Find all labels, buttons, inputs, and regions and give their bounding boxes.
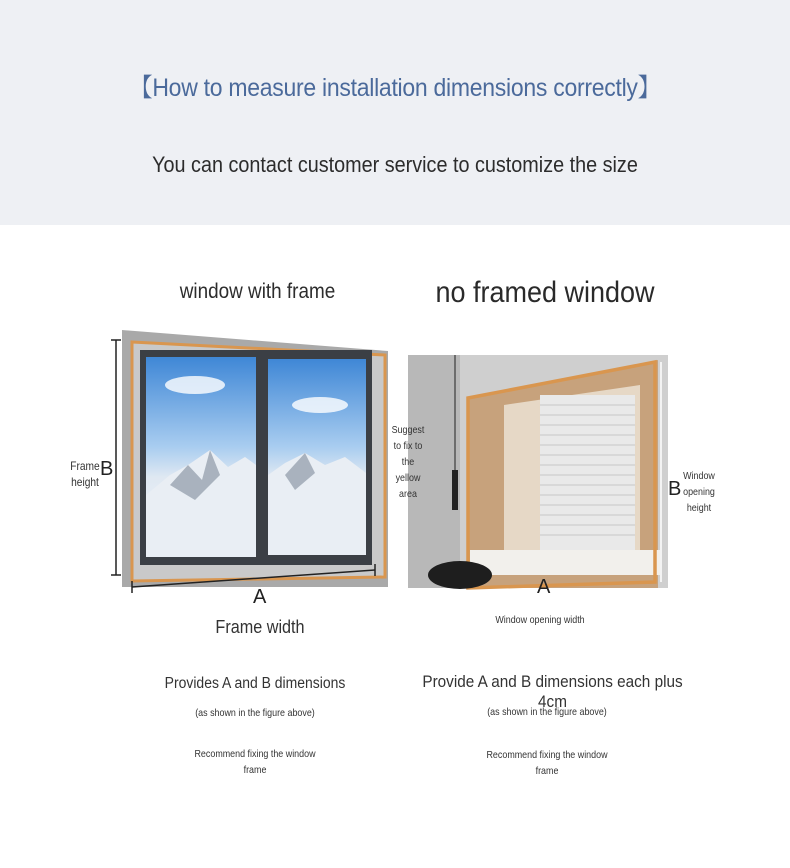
dimension-a-letter-right: A: [537, 576, 551, 598]
dimension-b-letter-left: B: [100, 458, 114, 480]
left-note-text: (as shown in the figure above): [195, 707, 315, 719]
framed-window-heading: window with frame: [179, 280, 336, 303]
left-recommend-text: Recommend fixing the window frame: [194, 748, 316, 776]
unframed-window-heading: no framed window: [435, 276, 655, 309]
right-recommend-text: Recommend fixing the window frame: [486, 749, 608, 777]
window-opening-width-label: Window opening width: [495, 614, 585, 626]
right-note-text: (as shown in the figure above): [487, 706, 607, 718]
page-title: 【How to measure installation dimensions correctly】: [129, 74, 661, 102]
frame-height-label: Frame height: [70, 459, 100, 489]
unframed-window-illustration: [400, 350, 675, 592]
right-provide-text: Provide A and B dimensions each plus 4cm: [422, 672, 683, 711]
window-opening-height-label: Window opening height: [683, 470, 715, 514]
framed-window-illustration: [110, 325, 395, 597]
dimension-a-letter-left: A: [253, 586, 267, 608]
left-provide-text: Provides A and B dimensions: [164, 675, 346, 692]
frame-width-label: Frame width: [215, 617, 305, 637]
header-banner: [0, 0, 790, 225]
dimension-b-letter-right: B: [668, 478, 682, 500]
page-subtitle: You can contact customer service to customize the size: [152, 152, 638, 177]
suggest-yellow-area-text: Suggest to fix to the yellow area: [391, 424, 425, 500]
